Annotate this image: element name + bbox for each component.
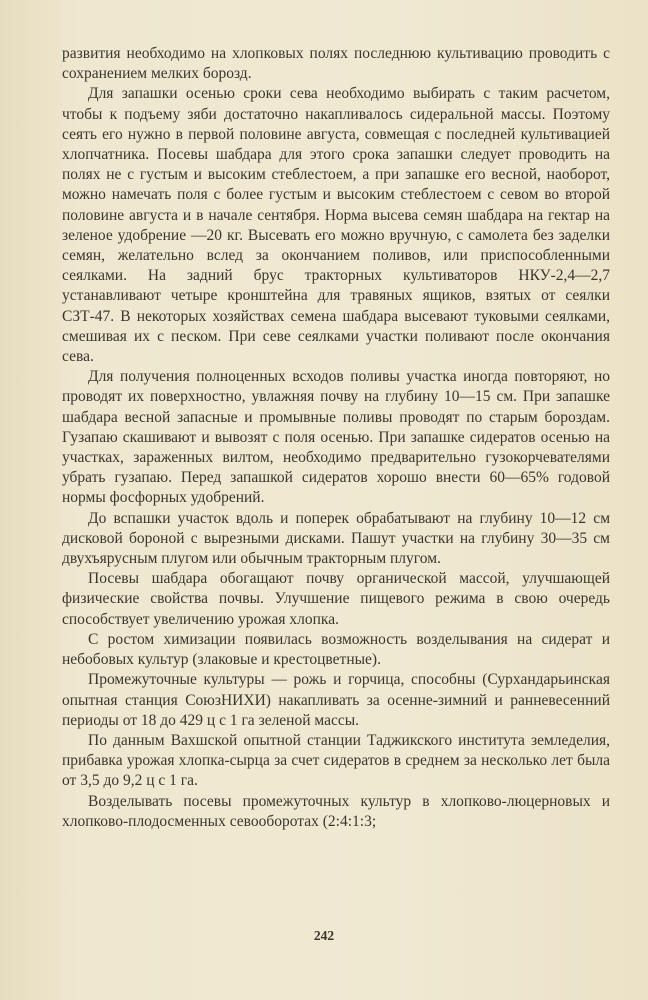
paragraph-9: Возделывать посевы промежуточных культур в хлопково-люцерновых и хлопково-плодосменных севооборотах (2:4:1:3; [62,792,610,830]
body-text [62,44,610,832]
paragraph-5: Посевы шабдара обогащают почву органической массой, улучшающей физические свойства почвы. Улучшение пищевого режима в свою очередь способствует увеличению урожая хлопка. [62,570,610,628]
paragraph-3: Для получения полноценных всходов поливы участка иногда повторяют, но проводят их поверхностно, увлажняя почву на глубину 10—15 см. При запашке шабдара весной запасные и промывные поливы проводят по старым бороздам. Гузапаю скашивают и вывозят с поля осенью. При запашке сидератов осенью на участках, зараженных вилтом, необходимо предварительно гузокорчевателями убрать гузапаю. Перед запашкой сидератов хорошо внести 60—65% годовой нормы фосфорных удобрений. [62,368,610,507]
paragraph-2: Для запашки осенью сроки сева необходимо выбирать с таким расчетом, чтобы к подъему зяби достаточно накапливалось сидеральной массы. Поэтому сеять его нужно в первой половине августа, совмещая с последней культивацией хлопчатника. Посевы шабдара для этого срока запашки следует проводить на полях не с густым и высоким стеблестоем, а при запашке его весной, наоборот, можно намечать поля с более густым и высоким стеблестоем с севом во второй половине августа и в начале сентября. Норма высева семян шабдара на гектар на зеленое удобрение —20 кг. Высевать его можно вручную, с самолета без заделки семян, желательно вслед за окончанием поливов, или приспособленными сеялками. На задний брус тракторных культиваторов НКУ-2,4—2,7 устанавливают четыре кронштейна для травяных ящиков, взятых от сеялки СЗТ-47. В некоторых хозяйствах семена шабдара высевают туковыми сеялками, смешивая их с песком. При севе сеялками участки поливают после окончания сева. [62,85,610,366]
paragraph-7: Промежуточные культуры — рожь и горчица, способны (Сурхандарьинская опытная станция СоюзНИХИ) накапливать за осенне-зимний и ранневесенний периоды от 18 до 429 ц с 1 га зеленой массы. [62,671,610,729]
paragraph-4: До вспашки участок вдоль и поперек обрабатывают на глубину 10—12 см дисковой бороной с вырезными дисками. Пашут участки на глубину 30—35 см двухъярусным плугом или обычным тракторным плугом. [62,509,610,568]
page-number: 242 [313,928,335,943]
paragraph-1: развития необходимо на хлопковых полях последнюю культивацию проводить с сохранением мелких борозд. [62,45,610,83]
paragraph-6: С ростом химизации появилась возможность возделывания на сидерат и небобовых культур (злаковые и крестоцветные). [62,630,610,669]
paragraph-8: По данным Вахшской опытной станции Таджикского института земледелия, прибавка урожая хлопка-сырца за счет сидератов в среднем за несколько лет была от 3,5 до 9,2 ц с 1 га. [62,731,610,790]
